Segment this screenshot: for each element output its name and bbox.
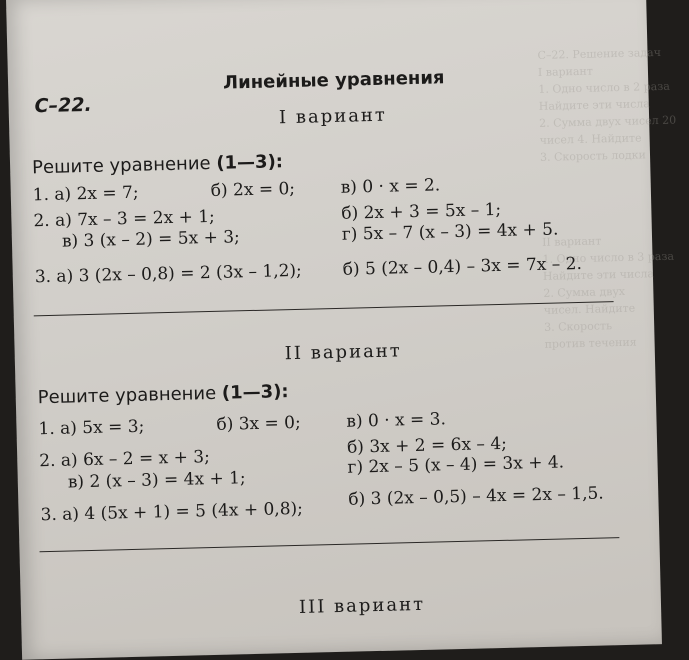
v2-problem-2b: б) 3x + 2 = 6x – 4; bbox=[346, 433, 508, 458]
variant-2-instruction bbox=[38, 381, 289, 408]
v2-problem-2g: г) 2x – 5 (x – 4) = 3x + 4. bbox=[347, 452, 565, 478]
section-code: С–22. bbox=[34, 93, 93, 118]
instruction-text: Решите уравнение bbox=[37, 382, 217, 409]
v1-problem-3a: 3. а) 3 (2x – 0,8) = 2 (3x – 1,2); bbox=[34, 260, 303, 288]
textbook-page bbox=[6, 0, 677, 660]
show-through-text: С–22. Решение задач I вариант 1. Одно число в 2 раза Найдите эти числа 2. Сумма двух чисел 20 чисел 4. Найдите 3. Скорость лодки II вариант 1. Одно число в 3 раза Найдите эти числа 2. Сумма двух чисел. Найдите 3. Скорость против течения bbox=[537, 45, 677, 351]
instruction-range: (1—3): bbox=[221, 381, 289, 404]
variant-2-heading: II вариант bbox=[284, 340, 402, 365]
v1-problem-2g: г) 5x – 7 (x – 3) = 4x + 5. bbox=[341, 219, 559, 245]
v1-problem-1b: б) 2x = 0; bbox=[210, 178, 296, 201]
v2-problem-2a: 2. а) 6x – 2 = x + 3; bbox=[39, 447, 211, 472]
page-title: Линейные уравнения bbox=[222, 67, 445, 94]
v1-problem-2a: 2. а) 7x – 3 = 2x + 1; bbox=[33, 206, 216, 232]
v2-problem-2v: в) 2 (x – 3) = 4x + 1; bbox=[67, 468, 246, 493]
instruction-range: (1—3): bbox=[216, 151, 284, 174]
variant-1-instruction bbox=[32, 151, 283, 178]
v1-problem-2v: в) 3 (x – 2) = 5x + 3; bbox=[61, 227, 241, 252]
v2-problem-1v: в) 0 · x = 3. bbox=[346, 409, 447, 432]
variant-1-heading: I вариант bbox=[278, 104, 388, 129]
v2-problem-3b: б) 3 (2x – 0,5) – 4x = 2x – 1,5. bbox=[348, 483, 604, 510]
v1-problem-1v: в) 0 · x = 2. bbox=[340, 175, 441, 198]
v1-problem-3b: б) 5 (2x – 0,4) – 3x = 7x – 2. bbox=[342, 253, 583, 280]
v2-problem-1a: 1. а) 5x = 3; bbox=[38, 416, 145, 440]
section-divider-1 bbox=[34, 301, 614, 316]
instruction-text: Решите уравнение bbox=[31, 152, 211, 179]
v1-problem-2b: б) 2x + 3 = 5x – 1; bbox=[341, 199, 502, 224]
variant-3-heading: III вариант bbox=[298, 593, 426, 618]
v2-problem-3a: 3. а) 4 (5x + 1) = 5 (4x + 0,8); bbox=[40, 498, 304, 526]
section-divider-2 bbox=[40, 537, 620, 552]
v2-problem-1b: б) 3x = 0; bbox=[216, 412, 301, 435]
v1-problem-1a: 1. а) 2x = 7; bbox=[32, 182, 139, 206]
